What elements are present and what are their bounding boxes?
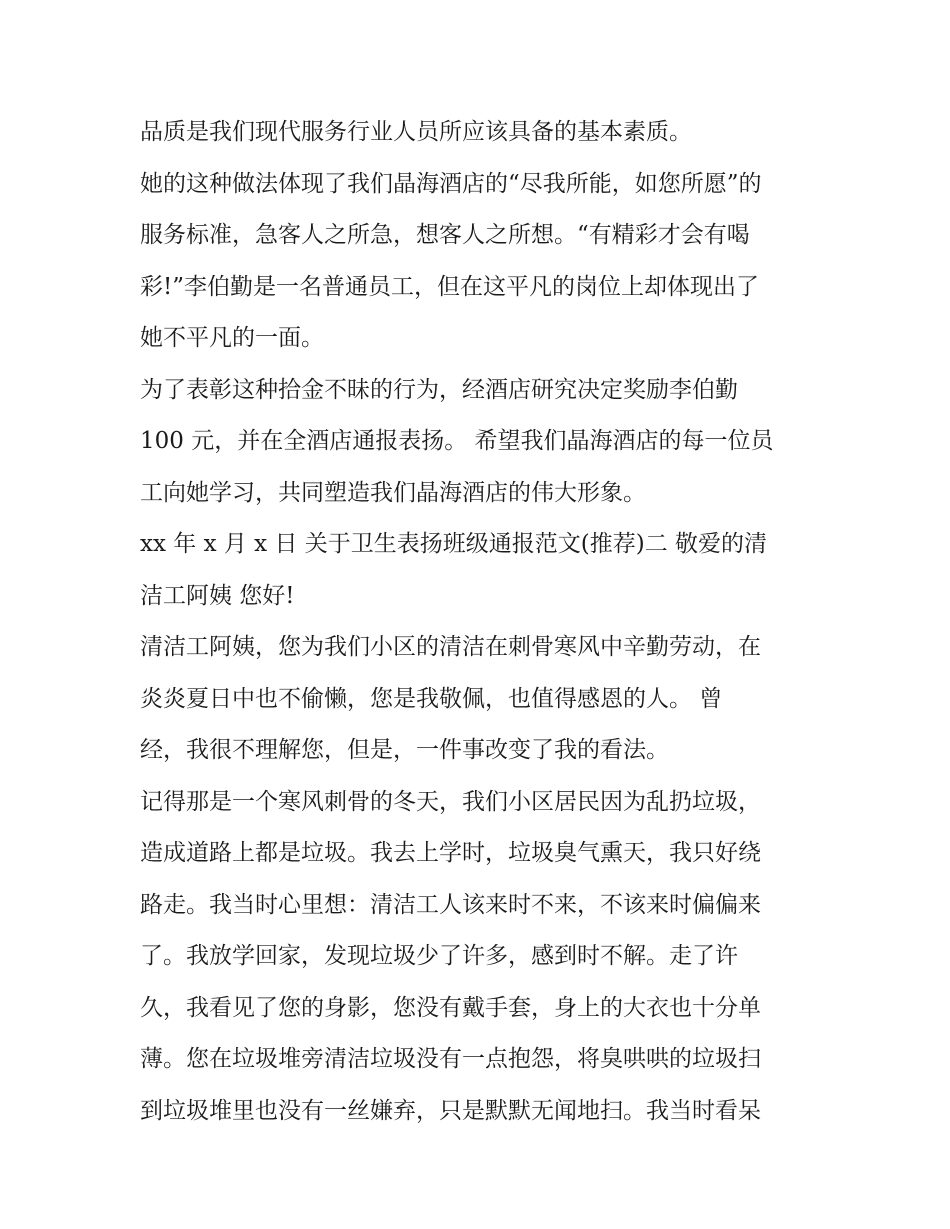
text-line: 为了表彰这种拾金不昧的行为，经酒店研究决定奖励李伯勤	[140, 376, 738, 403]
text-line: 品质是我们现代服务行业人员所应该具备的基本素质。	[140, 119, 692, 145]
text-line: 她不平凡的一面。	[140, 325, 324, 351]
text-line: 清洁工阿姨，您为我们小区的清洁在刺骨寒风中辛勤劳动，在	[140, 634, 761, 660]
text-line: 造成道路上都是垃圾。我去上学时，垃圾臭气熏天，我只好绕	[140, 840, 761, 866]
text-line: 久，我看见了您的身影，您没有戴手套，身上的大衣也十分单	[140, 994, 761, 1021]
text-line: 路走。我当时心里想：清洁工人该来时不来，不该来时偏偏来	[140, 891, 761, 918]
text-line: 炎炎夏日中也不偷懒，您是我敬佩，也值得感恩的人。 曾	[140, 685, 723, 712]
text-line: xx 年 x 月 x 日 关于卫生表扬班级通报范文(推荐)二 敬爱的清	[140, 531, 768, 557]
text-line: 了。我放学回家，发现垃圾少了许多，感到时不解。走了许	[140, 943, 738, 969]
text-line: 100 元，并在全酒店通报表扬。 希望我们晶海酒店的每一位员	[140, 428, 774, 454]
body-text	[140, 107, 830, 1137]
text-line: 她的这种做法体现了我们晶海酒店的“尽我所能，如您所愿”的	[140, 170, 762, 197]
text-line: 经，我很不理解您，但是，一件事改变了我的看法。	[140, 737, 669, 763]
text-line: 服务标准，急客人之所急，想客人之所想。“有精彩才会有喝	[140, 222, 750, 248]
text-line: 记得那是一个寒风刺骨的冬天，我们小区居民因为乱扔垃圾，	[140, 788, 761, 815]
text-line: 彩!”李伯勤是一名普通员工，但在这平凡的岗位上却体现出了	[140, 273, 760, 300]
text-line: 工向她学习，共同塑造我们晶海酒店的伟大形象。	[140, 479, 646, 506]
text-line: 到垃圾堆里也没有一丝嫌弃，只是默默无闻地扫。我当时看呆	[140, 1097, 761, 1124]
text-line: 薄。您在垃圾堆旁清洁垃圾没有一点抱怨，将臭哄哄的垃圾扫	[140, 1046, 761, 1072]
text-line: 洁工阿姨 您好!	[140, 582, 295, 609]
